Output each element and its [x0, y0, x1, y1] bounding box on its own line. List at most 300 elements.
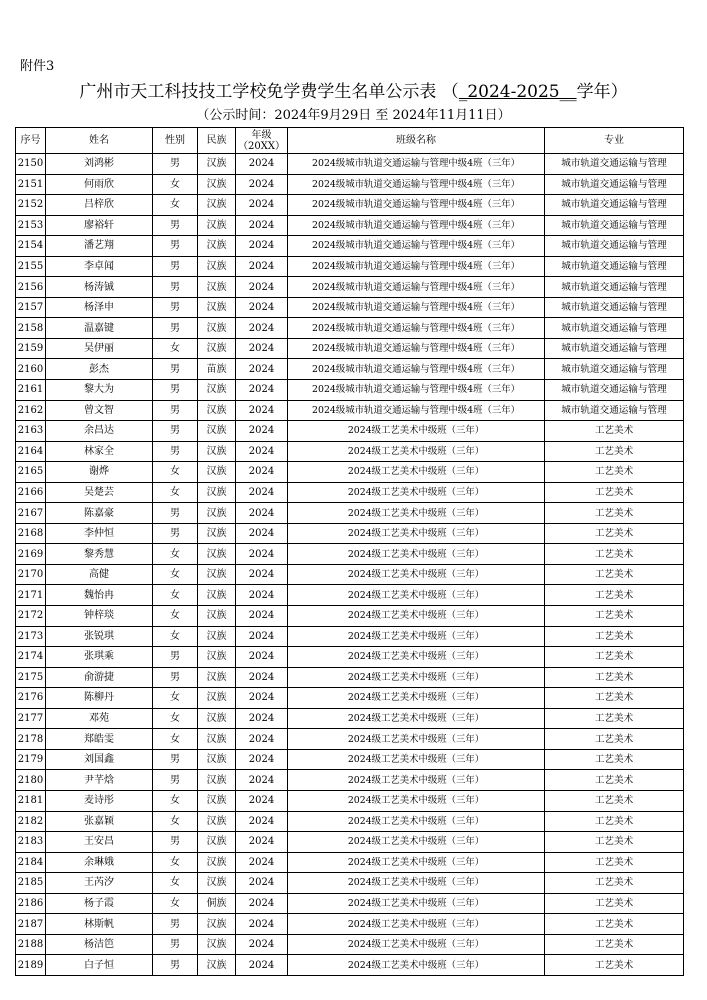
cell-no: 2163	[16, 421, 46, 442]
cell-ethnicity: 汉族	[198, 195, 236, 216]
cell-grade: 2024	[236, 215, 288, 236]
cell-major: 工艺美术	[545, 852, 684, 873]
title-school-year: _2024-2025__	[458, 82, 577, 102]
cell-grade: 2024	[236, 667, 288, 688]
cell-class-name: 2024级工艺美术中级班（三年）	[288, 790, 545, 811]
table-row	[16, 688, 684, 709]
cell-no: 2167	[16, 503, 46, 524]
cell-class-name: 2024级城市轨道交通运输与管理中级4班（三年）	[288, 380, 545, 401]
cell-gender: 女	[153, 462, 198, 483]
cell-gender: 男	[153, 236, 198, 257]
cell-major: 工艺美术	[545, 421, 684, 442]
cell-gender: 男	[153, 441, 198, 462]
cell-name: 麦诗彤	[46, 790, 153, 811]
cell-major: 工艺美术	[545, 606, 684, 627]
cell-no: 2184	[16, 852, 46, 873]
cell-class-name: 2024级城市轨道交通运输与管理中级4班（三年）	[288, 256, 545, 277]
cell-class-name: 2024级工艺美术中级班（三年）	[288, 564, 545, 585]
cell-no: 2187	[16, 914, 46, 935]
cell-class-name: 2024级城市轨道交通运输与管理中级4班（三年）	[288, 236, 545, 257]
cell-no: 2171	[16, 585, 46, 606]
cell-no: 2152	[16, 195, 46, 216]
table-row	[16, 421, 684, 442]
cell-ethnicity: 汉族	[198, 729, 236, 750]
cell-major: 城市轨道交通运输与管理	[545, 400, 684, 421]
cell-no: 2164	[16, 441, 46, 462]
cell-class-name: 2024级城市轨道交通运输与管理中级4班（三年）	[288, 318, 545, 339]
cell-ethnicity: 汉族	[198, 934, 236, 955]
cell-major: 城市轨道交通运输与管理	[545, 277, 684, 298]
cell-class-name: 2024级城市轨道交通运输与管理中级4班（三年）	[288, 195, 545, 216]
cell-grade: 2024	[236, 338, 288, 359]
cell-name: 谢烨	[46, 462, 153, 483]
cell-grade: 2024	[236, 770, 288, 791]
cell-no: 2186	[16, 893, 46, 914]
cell-no: 2178	[16, 729, 46, 750]
cell-name: 李卓闻	[46, 256, 153, 277]
cell-class-name: 2024级城市轨道交通运输与管理中级4班（三年）	[288, 338, 545, 359]
table-row	[16, 585, 684, 606]
cell-gender: 女	[153, 195, 198, 216]
cell-name: 余琳娥	[46, 852, 153, 873]
table-header-row	[16, 128, 684, 154]
cell-no: 2154	[16, 236, 46, 257]
cell-ethnicity: 汉族	[198, 770, 236, 791]
cell-class-name: 2024级工艺美术中级班（三年）	[288, 934, 545, 955]
cell-grade: 2024	[236, 790, 288, 811]
cell-grade: 2024	[236, 380, 288, 401]
table-body	[16, 154, 684, 976]
cell-gender: 男	[153, 523, 198, 544]
cell-name: 潘艺翔	[46, 236, 153, 257]
cell-ethnicity: 汉族	[198, 832, 236, 853]
table-row	[16, 523, 684, 544]
cell-class-name: 2024级工艺美术中级班（三年）	[288, 421, 545, 442]
cell-name: 王安昌	[46, 832, 153, 853]
cell-gender: 男	[153, 955, 198, 976]
cell-grade: 2024	[236, 318, 288, 339]
cell-ethnicity: 汉族	[198, 297, 236, 318]
table-row	[16, 400, 684, 421]
cell-class-name: 2024级工艺美术中级班（三年）	[288, 811, 545, 832]
table-row	[16, 318, 684, 339]
cell-no: 2159	[16, 338, 46, 359]
header-ethnicity: 民族	[198, 128, 236, 154]
table-row	[16, 873, 684, 894]
cell-grade: 2024	[236, 256, 288, 277]
cell-gender: 男	[153, 647, 198, 668]
cell-grade: 2024	[236, 729, 288, 750]
cell-name: 杨洁笆	[46, 934, 153, 955]
table-row	[16, 564, 684, 585]
cell-ethnicity: 汉族	[198, 215, 236, 236]
cell-grade: 2024	[236, 421, 288, 442]
cell-major: 城市轨道交通运输与管理	[545, 215, 684, 236]
cell-name: 廖裕轩	[46, 215, 153, 236]
cell-ethnicity: 汉族	[198, 277, 236, 298]
table-row	[16, 277, 684, 298]
cell-class-name: 2024级工艺美术中级班（三年）	[288, 852, 545, 873]
cell-name: 高健	[46, 564, 153, 585]
table-row	[16, 893, 684, 914]
cell-class-name: 2024级工艺美术中级班（三年）	[288, 873, 545, 894]
cell-gender: 男	[153, 256, 198, 277]
table-row	[16, 174, 684, 195]
cell-major: 城市轨道交通运输与管理	[545, 174, 684, 195]
cell-ethnicity: 侗族	[198, 893, 236, 914]
table-row	[16, 154, 684, 175]
table-row	[16, 811, 684, 832]
cell-gender: 女	[153, 688, 198, 709]
cell-major: 工艺美术	[545, 749, 684, 770]
cell-name: 郑皓雯	[46, 729, 153, 750]
cell-ethnicity: 汉族	[198, 400, 236, 421]
cell-gender: 女	[153, 811, 198, 832]
cell-ethnicity: 汉族	[198, 749, 236, 770]
cell-no: 2180	[16, 770, 46, 791]
cell-name: 钟梓琰	[46, 606, 153, 627]
cell-ethnicity: 汉族	[198, 380, 236, 401]
cell-no: 2151	[16, 174, 46, 195]
cell-gender: 女	[153, 893, 198, 914]
cell-name: 曾文智	[46, 400, 153, 421]
cell-major: 城市轨道交通运输与管理	[545, 154, 684, 175]
cell-gender: 男	[153, 380, 198, 401]
cell-grade: 2024	[236, 174, 288, 195]
cell-ethnicity: 汉族	[198, 544, 236, 565]
cell-class-name: 2024级工艺美术中级班（三年）	[288, 544, 545, 565]
cell-major: 城市轨道交通运输与管理	[545, 256, 684, 277]
cell-no: 2174	[16, 647, 46, 668]
cell-class-name: 2024级工艺美术中级班（三年）	[288, 729, 545, 750]
cell-major: 工艺美术	[545, 667, 684, 688]
cell-grade: 2024	[236, 277, 288, 298]
cell-class-name: 2024级工艺美术中级班（三年）	[288, 955, 545, 976]
cell-name: 黎大为	[46, 380, 153, 401]
cell-major: 工艺美术	[545, 688, 684, 709]
cell-grade: 2024	[236, 503, 288, 524]
cell-major: 工艺美术	[545, 811, 684, 832]
cell-grade: 2024	[236, 626, 288, 647]
cell-grade: 2024	[236, 749, 288, 770]
cell-ethnicity: 汉族	[198, 523, 236, 544]
cell-name: 张琪乘	[46, 647, 153, 668]
cell-major: 工艺美术	[545, 441, 684, 462]
cell-major: 工艺美术	[545, 893, 684, 914]
cell-name: 林家全	[46, 441, 153, 462]
cell-major: 工艺美术	[545, 914, 684, 935]
cell-grade: 2024	[236, 297, 288, 318]
cell-class-name: 2024级工艺美术中级班（三年）	[288, 626, 545, 647]
cell-major: 工艺美术	[545, 934, 684, 955]
cell-grade: 2024	[236, 811, 288, 832]
cell-grade: 2024	[236, 914, 288, 935]
table-row	[16, 606, 684, 627]
cell-class-name: 2024级工艺美术中级班（三年）	[288, 503, 545, 524]
cell-no: 2179	[16, 749, 46, 770]
page-title	[0, 81, 707, 103]
table-row	[16, 832, 684, 853]
cell-grade: 2024	[236, 647, 288, 668]
cell-gender: 女	[153, 174, 198, 195]
cell-major: 城市轨道交通运输与管理	[545, 359, 684, 380]
header-no: 序号	[16, 128, 46, 154]
table-row	[16, 708, 684, 729]
cell-gender: 男	[153, 749, 198, 770]
header-grade-line2: （20XX）	[238, 140, 285, 152]
cell-major: 工艺美术	[545, 523, 684, 544]
cell-gender: 女	[153, 606, 198, 627]
cell-major: 城市轨道交通运输与管理	[545, 338, 684, 359]
cell-major: 城市轨道交通运输与管理	[545, 380, 684, 401]
cell-class-name: 2024级工艺美术中级班（三年）	[288, 832, 545, 853]
table-row	[16, 544, 684, 565]
cell-name: 俞游捷	[46, 667, 153, 688]
cell-ethnicity: 汉族	[198, 462, 236, 483]
cell-major: 工艺美术	[545, 462, 684, 483]
cell-gender: 男	[153, 400, 198, 421]
cell-grade: 2024	[236, 359, 288, 380]
cell-name: 尹芊焓	[46, 770, 153, 791]
cell-major: 城市轨道交通运输与管理	[545, 236, 684, 257]
cell-ethnicity: 汉族	[198, 873, 236, 894]
cell-ethnicity: 汉族	[198, 852, 236, 873]
cell-ethnicity: 汉族	[198, 626, 236, 647]
cell-class-name: 2024级工艺美术中级班（三年）	[288, 893, 545, 914]
cell-gender: 男	[153, 421, 198, 442]
cell-class-name: 2024级城市轨道交通运输与管理中级4班（三年）	[288, 154, 545, 175]
table-row	[16, 215, 684, 236]
cell-class-name: 2024级工艺美术中级班（三年）	[288, 914, 545, 935]
table-row	[16, 790, 684, 811]
cell-grade: 2024	[236, 195, 288, 216]
cell-name: 温嘉键	[46, 318, 153, 339]
cell-no: 2189	[16, 955, 46, 976]
cell-name: 吕梓欣	[46, 195, 153, 216]
table-row	[16, 256, 684, 277]
table-row	[16, 441, 684, 462]
cell-gender: 男	[153, 832, 198, 853]
cell-no: 2170	[16, 564, 46, 585]
cell-major: 工艺美术	[545, 832, 684, 853]
cell-grade: 2024	[236, 154, 288, 175]
cell-name: 黎秀慧	[46, 544, 153, 565]
cell-ethnicity: 汉族	[198, 667, 236, 688]
cell-ethnicity: 汉族	[198, 338, 236, 359]
cell-grade: 2024	[236, 893, 288, 914]
cell-class-name: 2024级工艺美术中级班（三年）	[288, 647, 545, 668]
cell-ethnicity: 汉族	[198, 256, 236, 277]
table-row	[16, 297, 684, 318]
cell-name: 杨泽申	[46, 297, 153, 318]
table-row	[16, 852, 684, 873]
cell-grade: 2024	[236, 462, 288, 483]
cell-name: 邓苑	[46, 708, 153, 729]
cell-gender: 男	[153, 277, 198, 298]
cell-no: 2162	[16, 400, 46, 421]
header-class-name: 班级名称	[288, 128, 545, 154]
cell-grade: 2024	[236, 688, 288, 709]
cell-major: 工艺美术	[545, 955, 684, 976]
cell-class-name: 2024级工艺美术中级班（三年）	[288, 482, 545, 503]
cell-class-name: 2024级工艺美术中级班（三年）	[288, 606, 545, 627]
cell-grade: 2024	[236, 934, 288, 955]
cell-gender: 男	[153, 770, 198, 791]
cell-ethnicity: 汉族	[198, 174, 236, 195]
cell-major: 工艺美术	[545, 626, 684, 647]
cell-class-name: 2024级城市轨道交通运输与管理中级4班（三年）	[288, 277, 545, 298]
table-row	[16, 482, 684, 503]
cell-gender: 女	[153, 564, 198, 585]
cell-ethnicity: 汉族	[198, 482, 236, 503]
cell-grade: 2024	[236, 400, 288, 421]
cell-grade: 2024	[236, 955, 288, 976]
cell-ethnicity: 汉族	[198, 811, 236, 832]
cell-class-name: 2024级工艺美术中级班（三年）	[288, 749, 545, 770]
cell-name: 陈嘉豪	[46, 503, 153, 524]
student-roster-table	[15, 127, 684, 976]
cell-name: 李仲恒	[46, 523, 153, 544]
cell-ethnicity: 汉族	[198, 647, 236, 668]
table-row	[16, 667, 684, 688]
cell-grade: 2024	[236, 236, 288, 257]
cell-gender: 男	[153, 297, 198, 318]
title-suffix: 学年）	[576, 82, 628, 102]
cell-name: 王芮汐	[46, 873, 153, 894]
table-row	[16, 380, 684, 401]
cell-ethnicity: 汉族	[198, 236, 236, 257]
cell-no: 2177	[16, 708, 46, 729]
cell-ethnicity: 汉族	[198, 790, 236, 811]
cell-no: 2169	[16, 544, 46, 565]
cell-ethnicity: 汉族	[198, 914, 236, 935]
header-name: 姓名	[46, 128, 153, 154]
cell-major: 城市轨道交通运输与管理	[545, 318, 684, 339]
cell-grade: 2024	[236, 523, 288, 544]
cell-name: 杨涛铖	[46, 277, 153, 298]
cell-no: 2182	[16, 811, 46, 832]
cell-gender: 女	[153, 790, 198, 811]
cell-name: 吴伊丽	[46, 338, 153, 359]
table-row	[16, 647, 684, 668]
cell-name: 刘国鑫	[46, 749, 153, 770]
cell-ethnicity: 汉族	[198, 688, 236, 709]
table-row	[16, 338, 684, 359]
attachment-label: 附件3	[20, 59, 55, 74]
cell-grade: 2024	[236, 564, 288, 585]
cell-major: 工艺美术	[545, 585, 684, 606]
cell-no: 2158	[16, 318, 46, 339]
table-row	[16, 236, 684, 257]
cell-no: 2168	[16, 523, 46, 544]
cell-gender: 男	[153, 914, 198, 935]
header-grade	[236, 128, 288, 154]
cell-no: 2188	[16, 934, 46, 955]
cell-grade: 2024	[236, 873, 288, 894]
cell-name: 吴楚芸	[46, 482, 153, 503]
cell-name: 余昌达	[46, 421, 153, 442]
table-row	[16, 626, 684, 647]
cell-no: 2156	[16, 277, 46, 298]
cell-no: 2150	[16, 154, 46, 175]
cell-grade: 2024	[236, 585, 288, 606]
cell-ethnicity: 汉族	[198, 421, 236, 442]
cell-ethnicity: 苗族	[198, 359, 236, 380]
cell-name: 林斯帆	[46, 914, 153, 935]
table-row	[16, 195, 684, 216]
cell-name: 刘鸿彬	[46, 154, 153, 175]
cell-no: 2165	[16, 462, 46, 483]
cell-grade: 2024	[236, 852, 288, 873]
table-row	[16, 955, 684, 976]
cell-gender: 男	[153, 667, 198, 688]
cell-gender: 女	[153, 852, 198, 873]
table-row	[16, 934, 684, 955]
cell-grade: 2024	[236, 482, 288, 503]
cell-no: 2155	[16, 256, 46, 277]
cell-gender: 男	[153, 934, 198, 955]
cell-gender: 女	[153, 585, 198, 606]
cell-name: 白子恒	[46, 955, 153, 976]
cell-ethnicity: 汉族	[198, 564, 236, 585]
cell-class-name: 2024级城市轨道交通运输与管理中级4班（三年）	[288, 174, 545, 195]
cell-ethnicity: 汉族	[198, 503, 236, 524]
cell-ethnicity: 汉族	[198, 318, 236, 339]
cell-grade: 2024	[236, 708, 288, 729]
cell-no: 2157	[16, 297, 46, 318]
cell-ethnicity: 汉族	[198, 585, 236, 606]
header-grade-line1: 年级	[251, 129, 272, 141]
cell-ethnicity: 汉族	[198, 708, 236, 729]
cell-no: 2161	[16, 380, 46, 401]
cell-gender: 男	[153, 318, 198, 339]
cell-gender: 男	[153, 154, 198, 175]
table-row	[16, 503, 684, 524]
cell-name: 张锐琪	[46, 626, 153, 647]
cell-gender: 男	[153, 503, 198, 524]
cell-major: 工艺美术	[545, 482, 684, 503]
cell-major: 城市轨道交通运输与管理	[545, 297, 684, 318]
cell-no: 2183	[16, 832, 46, 853]
cell-name: 张嘉颖	[46, 811, 153, 832]
cell-gender: 女	[153, 626, 198, 647]
table-row	[16, 914, 684, 935]
cell-class-name: 2024级城市轨道交通运输与管理中级4班（三年）	[288, 359, 545, 380]
cell-major: 工艺美术	[545, 770, 684, 791]
cell-no: 2173	[16, 626, 46, 647]
header-major: 专业	[545, 128, 684, 154]
cell-gender: 女	[153, 708, 198, 729]
cell-major: 工艺美术	[545, 564, 684, 585]
cell-no: 2172	[16, 606, 46, 627]
title-prefix: 广州市天工科技技工学校免学费学生名单公示表 （	[79, 82, 459, 102]
cell-major: 工艺美术	[545, 544, 684, 565]
cell-class-name: 2024级城市轨道交通运输与管理中级4班（三年）	[288, 400, 545, 421]
cell-class-name: 2024级工艺美术中级班（三年）	[288, 462, 545, 483]
cell-gender: 男	[153, 215, 198, 236]
cell-gender: 女	[153, 729, 198, 750]
cell-major: 工艺美术	[545, 647, 684, 668]
cell-class-name: 2024级工艺美术中级班（三年）	[288, 585, 545, 606]
header-gender: 性别	[153, 128, 198, 154]
cell-major: 工艺美术	[545, 729, 684, 750]
cell-no: 2175	[16, 667, 46, 688]
cell-name: 魏怡冉	[46, 585, 153, 606]
cell-grade: 2024	[236, 606, 288, 627]
cell-gender: 女	[153, 544, 198, 565]
cell-class-name: 2024级工艺美术中级班（三年）	[288, 708, 545, 729]
cell-name: 陈柳丹	[46, 688, 153, 709]
